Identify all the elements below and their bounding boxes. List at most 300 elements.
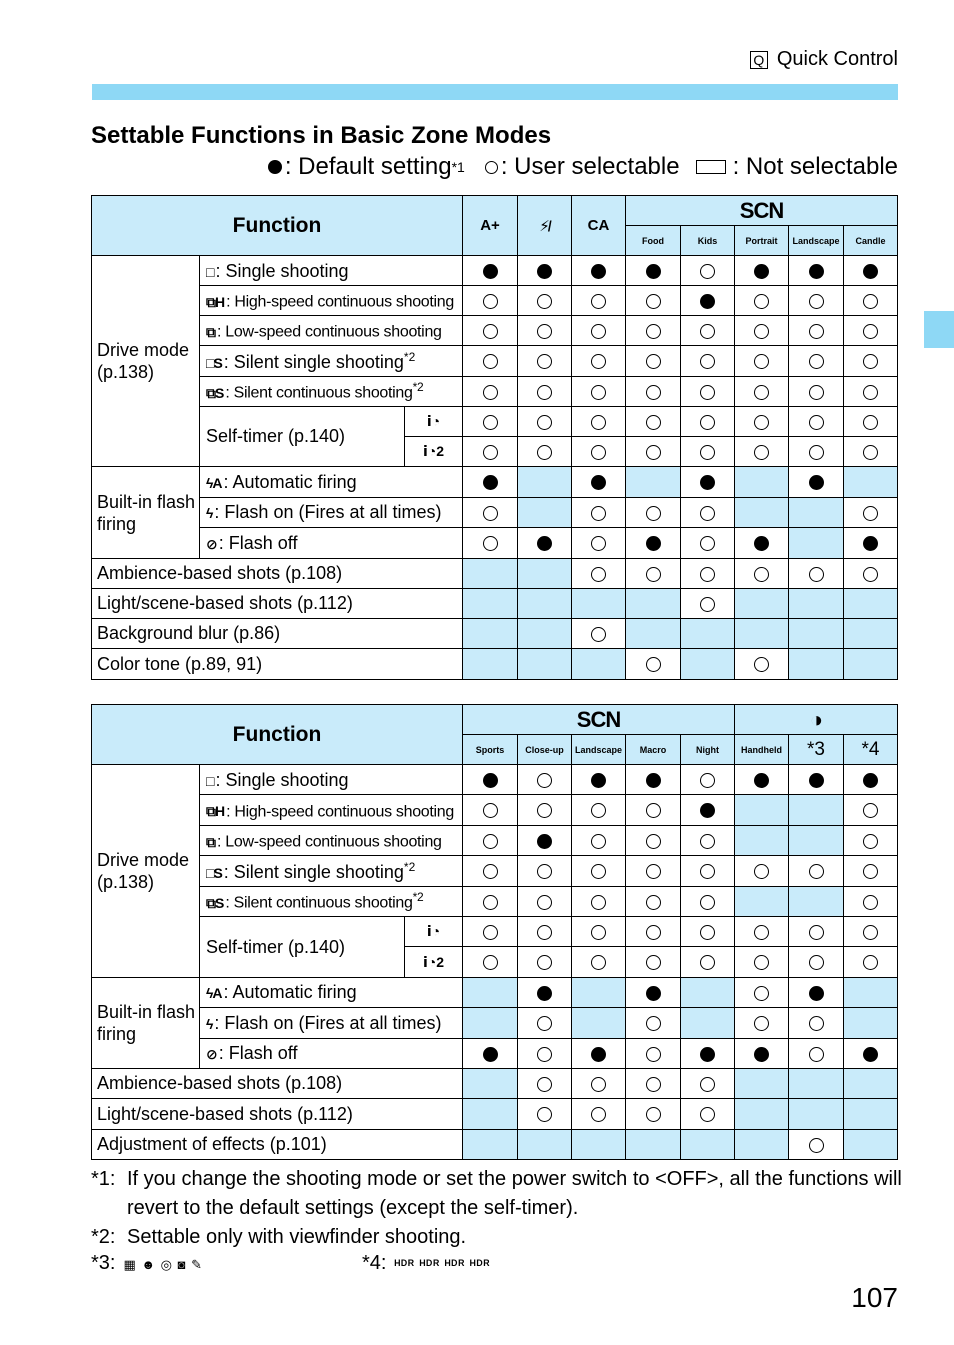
not-selectable-cell bbox=[572, 589, 626, 619]
selectable-ring-icon bbox=[537, 895, 552, 910]
default-dot-icon bbox=[863, 1047, 878, 1062]
footnote-label: *4: bbox=[362, 1252, 387, 1274]
drive-item-label: : High-speed continuous shooting bbox=[226, 293, 455, 311]
not-selectable-cell bbox=[626, 467, 681, 498]
selectable-ring-icon bbox=[754, 445, 769, 460]
default-cell bbox=[735, 528, 789, 559]
selectable-ring-icon bbox=[646, 1107, 661, 1122]
function-item: Ambience-based shots (p.108) bbox=[92, 1069, 463, 1099]
selectable-ring-icon bbox=[863, 803, 878, 818]
flash-item bbox=[200, 1039, 463, 1069]
default-dot-icon bbox=[483, 1047, 498, 1062]
selectable-cell bbox=[626, 1099, 681, 1130]
selectable-ring-icon bbox=[700, 354, 715, 369]
selectable-ring-icon bbox=[646, 415, 661, 430]
table-row bbox=[92, 978, 898, 1008]
selectable-ring-icon bbox=[754, 955, 769, 970]
default-dot-icon bbox=[537, 834, 552, 849]
selectable-cell bbox=[572, 887, 626, 917]
note-ref: *2 bbox=[403, 349, 416, 364]
selectable-ring-icon bbox=[646, 864, 661, 879]
default-dot-icon bbox=[646, 773, 661, 788]
default-cell bbox=[681, 795, 735, 826]
selectable-cell bbox=[789, 1008, 844, 1039]
selectable-cell bbox=[681, 1099, 735, 1130]
not-selectable-cell bbox=[844, 619, 898, 649]
selectable-cell bbox=[681, 856, 735, 887]
table-row bbox=[92, 826, 898, 856]
default-cell bbox=[572, 1039, 626, 1069]
flash-mode-icon: ϟ bbox=[206, 505, 213, 521]
selectable-cell bbox=[844, 498, 898, 528]
selectable-ring-icon bbox=[809, 1016, 824, 1031]
not-selectable-cell bbox=[789, 1069, 844, 1099]
default-dot-icon bbox=[268, 160, 282, 174]
selectable-ring-icon bbox=[537, 324, 552, 339]
not-selectable-cell bbox=[463, 978, 518, 1008]
selectable-cell bbox=[844, 286, 898, 316]
table-row bbox=[92, 589, 898, 619]
functions-table-2 bbox=[91, 704, 898, 1160]
default-cell bbox=[681, 467, 735, 498]
table-row bbox=[92, 765, 898, 795]
selectable-ring-icon bbox=[700, 324, 715, 339]
default-dot-icon bbox=[591, 264, 606, 279]
footnote-text: Settable only with viewfinder shooting. bbox=[127, 1226, 467, 1248]
default-dot-icon bbox=[591, 773, 606, 788]
hdr-symbols-icon: ᴴᴰᴿ ᴴᴰᴿ ᴴᴰᴿ ᴴᴰᴿ bbox=[394, 1257, 491, 1272]
selectable-ring-icon bbox=[700, 925, 715, 940]
legend-not: : Not selectable bbox=[732, 153, 898, 180]
default-dot-icon bbox=[809, 986, 824, 1001]
selectable-cell bbox=[789, 947, 844, 978]
selectable-ring-icon bbox=[700, 597, 715, 612]
default-cell bbox=[844, 528, 898, 559]
selectable-ring-icon bbox=[483, 415, 498, 430]
selectable-ring-icon bbox=[483, 955, 498, 970]
flash-item-label: : Automatic firing bbox=[223, 982, 357, 1002]
default-cell bbox=[463, 467, 518, 498]
selectable-cell bbox=[844, 887, 898, 917]
selectable-ring-icon bbox=[483, 294, 498, 309]
default-cell bbox=[789, 765, 844, 795]
default-cell bbox=[626, 528, 681, 559]
selectable-ring-icon bbox=[483, 803, 498, 818]
selectable-ring-icon bbox=[537, 385, 552, 400]
default-dot-icon bbox=[863, 536, 878, 551]
selectable-ring-icon bbox=[591, 803, 606, 818]
selectable-ring-icon bbox=[646, 803, 661, 818]
selectable-ring-icon bbox=[483, 506, 498, 521]
table-row bbox=[92, 407, 898, 437]
function-item: Light/scene-based shots (p.112) bbox=[92, 589, 463, 619]
selectable-ring-icon bbox=[483, 895, 498, 910]
function-item: Color tone (p.89, 91) bbox=[92, 649, 463, 680]
selectable-ring-icon bbox=[537, 955, 552, 970]
default-cell bbox=[518, 528, 572, 559]
selectable-ring-icon bbox=[646, 955, 661, 970]
not-selectable-cell bbox=[626, 1130, 681, 1160]
table-row bbox=[92, 1130, 898, 1160]
drive-mode-icon: ⧉S bbox=[206, 894, 224, 911]
scn-mode-icon: Macro bbox=[626, 735, 681, 765]
selectable-cell bbox=[626, 1039, 681, 1069]
self-timer-icon: ⅰ◔ bbox=[405, 917, 463, 947]
selectable-ring-icon bbox=[591, 627, 606, 642]
function-header: Function bbox=[92, 705, 463, 765]
selectable-cell bbox=[681, 346, 735, 377]
user-ring-icon bbox=[485, 161, 498, 174]
selectable-cell bbox=[463, 856, 518, 887]
selectable-cell bbox=[681, 407, 735, 437]
selectable-ring-icon bbox=[537, 1016, 552, 1031]
function-item: Ambience-based shots (p.108) bbox=[92, 559, 463, 589]
selectable-ring-icon bbox=[700, 264, 715, 279]
selectable-ring-icon bbox=[754, 385, 769, 400]
selectable-cell bbox=[681, 947, 735, 978]
selectable-ring-icon bbox=[809, 415, 824, 430]
default-dot-icon bbox=[700, 294, 715, 309]
selectable-cell bbox=[518, 1039, 572, 1069]
creative-filter-header-icon: ◑ bbox=[735, 705, 898, 735]
selectable-cell bbox=[518, 316, 572, 346]
selectable-ring-icon bbox=[483, 925, 498, 940]
drive-mode-icon: □ bbox=[206, 773, 214, 789]
selectable-cell bbox=[572, 1069, 626, 1099]
footnote-3 bbox=[91, 1252, 203, 1275]
selectable-ring-icon bbox=[700, 567, 715, 582]
not-selectable-cell bbox=[789, 619, 844, 649]
footnote-label: *3: bbox=[91, 1252, 116, 1274]
not-selectable-cell bbox=[844, 649, 898, 680]
selectable-ring-icon bbox=[591, 895, 606, 910]
selectable-cell bbox=[844, 407, 898, 437]
selectable-ring-icon bbox=[863, 834, 878, 849]
table-row bbox=[92, 795, 898, 826]
selectable-ring-icon bbox=[809, 294, 824, 309]
note-ref-header: *4 bbox=[844, 735, 898, 765]
selectable-ring-icon bbox=[700, 385, 715, 400]
footnote bbox=[91, 1223, 911, 1252]
selectable-cell bbox=[572, 917, 626, 947]
selectable-cell bbox=[844, 795, 898, 826]
drive-item-label: : Silent single shooting bbox=[223, 351, 404, 372]
selectable-cell bbox=[626, 947, 681, 978]
selectable-ring-icon bbox=[591, 567, 606, 582]
table-row bbox=[92, 377, 898, 407]
selectable-cell bbox=[626, 826, 681, 856]
selectable-cell bbox=[681, 437, 735, 467]
not-selectable-cell bbox=[735, 1130, 789, 1160]
table-row bbox=[92, 559, 898, 589]
default-dot-icon bbox=[700, 1047, 715, 1062]
default-dot-icon bbox=[809, 773, 824, 788]
selectable-cell bbox=[844, 377, 898, 407]
selectable-ring-icon bbox=[591, 385, 606, 400]
selectable-cell bbox=[844, 559, 898, 589]
selectable-cell bbox=[626, 316, 681, 346]
flash-item bbox=[200, 978, 463, 1008]
selectable-ring-icon bbox=[591, 1077, 606, 1092]
self-timer-label: Self-timer (p.140) bbox=[200, 917, 405, 978]
not-selectable-cell bbox=[789, 649, 844, 680]
selectable-cell bbox=[518, 856, 572, 887]
not-selectable-cell bbox=[463, 1099, 518, 1130]
not-selectable-cell bbox=[626, 619, 681, 649]
not-selectable-cell bbox=[735, 795, 789, 826]
default-cell bbox=[789, 978, 844, 1008]
default-dot-icon bbox=[754, 264, 769, 279]
default-cell bbox=[735, 256, 789, 286]
selectable-cell bbox=[681, 377, 735, 407]
footnote-label: *1: bbox=[91, 1168, 116, 1190]
default-dot-icon bbox=[754, 773, 769, 788]
table-row bbox=[92, 1069, 898, 1099]
selectable-cell bbox=[518, 917, 572, 947]
selectable-cell bbox=[789, 559, 844, 589]
drive-item-label: : Silent single shooting bbox=[223, 861, 404, 882]
table-row bbox=[92, 1099, 898, 1130]
selectable-cell bbox=[463, 316, 518, 346]
not-selectable-cell bbox=[789, 498, 844, 528]
not-selectable-cell bbox=[518, 619, 572, 649]
selectable-ring-icon bbox=[646, 1047, 661, 1062]
selectable-ring-icon bbox=[754, 324, 769, 339]
drive-mode-icon: ⧉H bbox=[206, 293, 225, 310]
mode-header-icon: A+ bbox=[463, 196, 518, 256]
drive-item bbox=[200, 826, 463, 856]
selectable-cell bbox=[626, 856, 681, 887]
scn-mode-icon: Landscape bbox=[572, 735, 626, 765]
selectable-ring-icon bbox=[537, 864, 552, 879]
note-ref-header: *3 bbox=[789, 735, 844, 765]
selectable-cell bbox=[735, 407, 789, 437]
selectable-ring-icon bbox=[754, 415, 769, 430]
selectable-cell bbox=[626, 887, 681, 917]
flash-item-label: : Flash on (Fires at all times) bbox=[214, 1012, 442, 1033]
scn-header: SCN bbox=[463, 705, 735, 735]
drive-mode-icon: ⧉S bbox=[206, 384, 224, 401]
flash-mode-icon: ⊘ bbox=[206, 535, 217, 552]
drive-item-label: : Single shooting bbox=[215, 261, 349, 281]
selectable-cell bbox=[844, 856, 898, 887]
footnote-text: If you change the shooting mode or set the power switch to <OFF>, all the functions will revert to the default settings (except the self-timer). bbox=[127, 1168, 902, 1219]
default-cell bbox=[572, 765, 626, 795]
table-row bbox=[92, 856, 898, 887]
selectable-cell bbox=[735, 316, 789, 346]
self-timer-icon: ⅰ◔2 bbox=[405, 437, 463, 467]
drive-item-label: : Low-speed continuous shooting bbox=[217, 323, 442, 341]
table-row bbox=[92, 1039, 898, 1069]
self-timer-icon: ⅰ◔2 bbox=[405, 947, 463, 978]
selectable-cell bbox=[789, 377, 844, 407]
selectable-ring-icon bbox=[591, 834, 606, 849]
drive-item-label: : Silent continuous shooting bbox=[225, 894, 413, 912]
selectable-cell bbox=[518, 765, 572, 795]
default-cell bbox=[681, 286, 735, 316]
selectable-ring-icon bbox=[591, 1107, 606, 1122]
mode-header-icon: ⚡̸ bbox=[518, 196, 572, 256]
default-cell bbox=[735, 765, 789, 795]
selectable-ring-icon bbox=[863, 506, 878, 521]
not-selectable-cell bbox=[789, 589, 844, 619]
note-ref: *2 bbox=[403, 859, 416, 874]
quick-control-icon: Q bbox=[750, 51, 768, 69]
selectable-cell bbox=[518, 286, 572, 316]
selectable-cell bbox=[681, 559, 735, 589]
selectable-cell bbox=[518, 947, 572, 978]
not-selectable-cell bbox=[735, 887, 789, 917]
default-dot-icon bbox=[646, 986, 661, 1001]
selectable-ring-icon bbox=[700, 1107, 715, 1122]
legend bbox=[268, 153, 898, 181]
legend-user: : User selectable bbox=[500, 153, 680, 180]
selectable-cell bbox=[572, 437, 626, 467]
drive-item-label: : Low-speed continuous shooting bbox=[217, 833, 442, 851]
selectable-cell bbox=[463, 826, 518, 856]
function-header: Function bbox=[92, 196, 463, 256]
selectable-cell bbox=[572, 826, 626, 856]
not-selectable-cell bbox=[463, 649, 518, 680]
selectable-ring-icon bbox=[591, 864, 606, 879]
default-dot-icon bbox=[646, 264, 661, 279]
table-row bbox=[92, 346, 898, 377]
selectable-cell bbox=[572, 346, 626, 377]
selectable-ring-icon bbox=[646, 657, 661, 672]
not-selectable-cell bbox=[681, 978, 735, 1008]
table-row bbox=[92, 917, 898, 947]
not-selectable-cell bbox=[681, 649, 735, 680]
selectable-ring-icon bbox=[754, 354, 769, 369]
selectable-ring-icon bbox=[646, 567, 661, 582]
selectable-ring-icon bbox=[700, 895, 715, 910]
drive-mode-icon: ⧉H bbox=[206, 803, 225, 820]
drive-mode-group: Drive mode (p.138) bbox=[92, 256, 200, 467]
selectable-ring-icon bbox=[646, 506, 661, 521]
flash-mode-icon: ϟ bbox=[206, 1015, 213, 1032]
selectable-cell bbox=[518, 1008, 572, 1039]
default-dot-icon bbox=[483, 773, 498, 788]
selectable-cell bbox=[518, 346, 572, 377]
not-selectable-cell bbox=[626, 589, 681, 619]
scn-mode-icon: Candle bbox=[844, 226, 898, 256]
selectable-cell bbox=[735, 917, 789, 947]
default-dot-icon bbox=[700, 475, 715, 490]
selectable-ring-icon bbox=[754, 657, 769, 672]
selectable-cell bbox=[681, 589, 735, 619]
flash-item-label: : Flash off bbox=[218, 1043, 298, 1063]
selectable-ring-icon bbox=[809, 925, 824, 940]
selectable-cell bbox=[626, 1008, 681, 1039]
selectable-ring-icon bbox=[863, 415, 878, 430]
not-selectable-cell bbox=[735, 826, 789, 856]
selectable-cell bbox=[626, 377, 681, 407]
not-selectable-cell bbox=[463, 1069, 518, 1099]
flash-mode-icon: ⊘ bbox=[206, 1046, 217, 1062]
selectable-cell bbox=[463, 795, 518, 826]
selectable-ring-icon bbox=[646, 324, 661, 339]
selectable-cell bbox=[681, 826, 735, 856]
selectable-ring-icon bbox=[863, 385, 878, 400]
selectable-ring-icon bbox=[537, 354, 552, 369]
not-selectable-cell bbox=[518, 1130, 572, 1160]
selectable-cell bbox=[681, 256, 735, 286]
selectable-cell bbox=[626, 437, 681, 467]
selectable-cell bbox=[789, 917, 844, 947]
flash-item-label: : Flash off bbox=[218, 532, 298, 553]
default-dot-icon bbox=[809, 264, 824, 279]
not-selectable-cell bbox=[735, 1069, 789, 1099]
flash-item-label: : Flash on (Fires at all times) bbox=[214, 502, 442, 522]
not-selectable-cell bbox=[844, 1130, 898, 1160]
scn-mode-icon: Close-up bbox=[518, 735, 572, 765]
selectable-ring-icon bbox=[591, 354, 606, 369]
default-dot-icon bbox=[537, 264, 552, 279]
footnotes bbox=[91, 1165, 911, 1252]
selectable-cell bbox=[572, 316, 626, 346]
selectable-cell bbox=[518, 377, 572, 407]
selectable-cell bbox=[735, 437, 789, 467]
selectable-ring-icon bbox=[700, 536, 715, 551]
selectable-cell bbox=[681, 498, 735, 528]
default-cell bbox=[572, 256, 626, 286]
selectable-ring-icon bbox=[809, 864, 824, 879]
drive-item bbox=[200, 887, 463, 917]
selectable-cell bbox=[735, 978, 789, 1008]
selectable-cell bbox=[844, 316, 898, 346]
drive-item bbox=[200, 856, 463, 887]
default-dot-icon bbox=[591, 475, 606, 490]
selectable-cell bbox=[844, 947, 898, 978]
selectable-cell bbox=[626, 917, 681, 947]
selectable-cell bbox=[463, 947, 518, 978]
table-row bbox=[92, 619, 898, 649]
selectable-cell bbox=[681, 887, 735, 917]
section-name: Quick Control bbox=[776, 48, 898, 70]
default-dot-icon bbox=[700, 803, 715, 818]
selectable-ring-icon bbox=[700, 864, 715, 879]
selectable-ring-icon bbox=[863, 354, 878, 369]
selectable-ring-icon bbox=[537, 773, 552, 788]
selectable-ring-icon bbox=[537, 294, 552, 309]
selectable-ring-icon bbox=[591, 955, 606, 970]
selectable-ring-icon bbox=[863, 895, 878, 910]
drive-item-label: : High-speed continuous shooting bbox=[226, 803, 455, 821]
selectable-cell bbox=[789, 856, 844, 887]
selectable-ring-icon bbox=[537, 1077, 552, 1092]
section-header bbox=[750, 48, 898, 71]
not-selectable-cell bbox=[518, 649, 572, 680]
selectable-ring-icon bbox=[537, 445, 552, 460]
mode-symbols-icon: ▦ ☻ ◎ ◙ ✎ bbox=[123, 1257, 203, 1272]
scn-mode-icon: Handheld bbox=[735, 735, 789, 765]
selectable-cell bbox=[844, 437, 898, 467]
selectable-ring-icon bbox=[700, 445, 715, 460]
mode-header-icon: CA bbox=[572, 196, 626, 256]
selectable-ring-icon bbox=[809, 567, 824, 582]
scn-header: SCN bbox=[626, 196, 898, 226]
flash-item bbox=[200, 467, 463, 498]
default-dot-icon bbox=[646, 536, 661, 551]
selectable-ring-icon bbox=[591, 294, 606, 309]
default-cell bbox=[626, 256, 681, 286]
selectable-ring-icon bbox=[809, 385, 824, 400]
selectable-ring-icon bbox=[700, 415, 715, 430]
page-number: 107 bbox=[851, 1282, 898, 1313]
selectable-ring-icon bbox=[863, 324, 878, 339]
function-item: Background blur (p.86) bbox=[92, 619, 463, 649]
selectable-ring-icon bbox=[754, 567, 769, 582]
